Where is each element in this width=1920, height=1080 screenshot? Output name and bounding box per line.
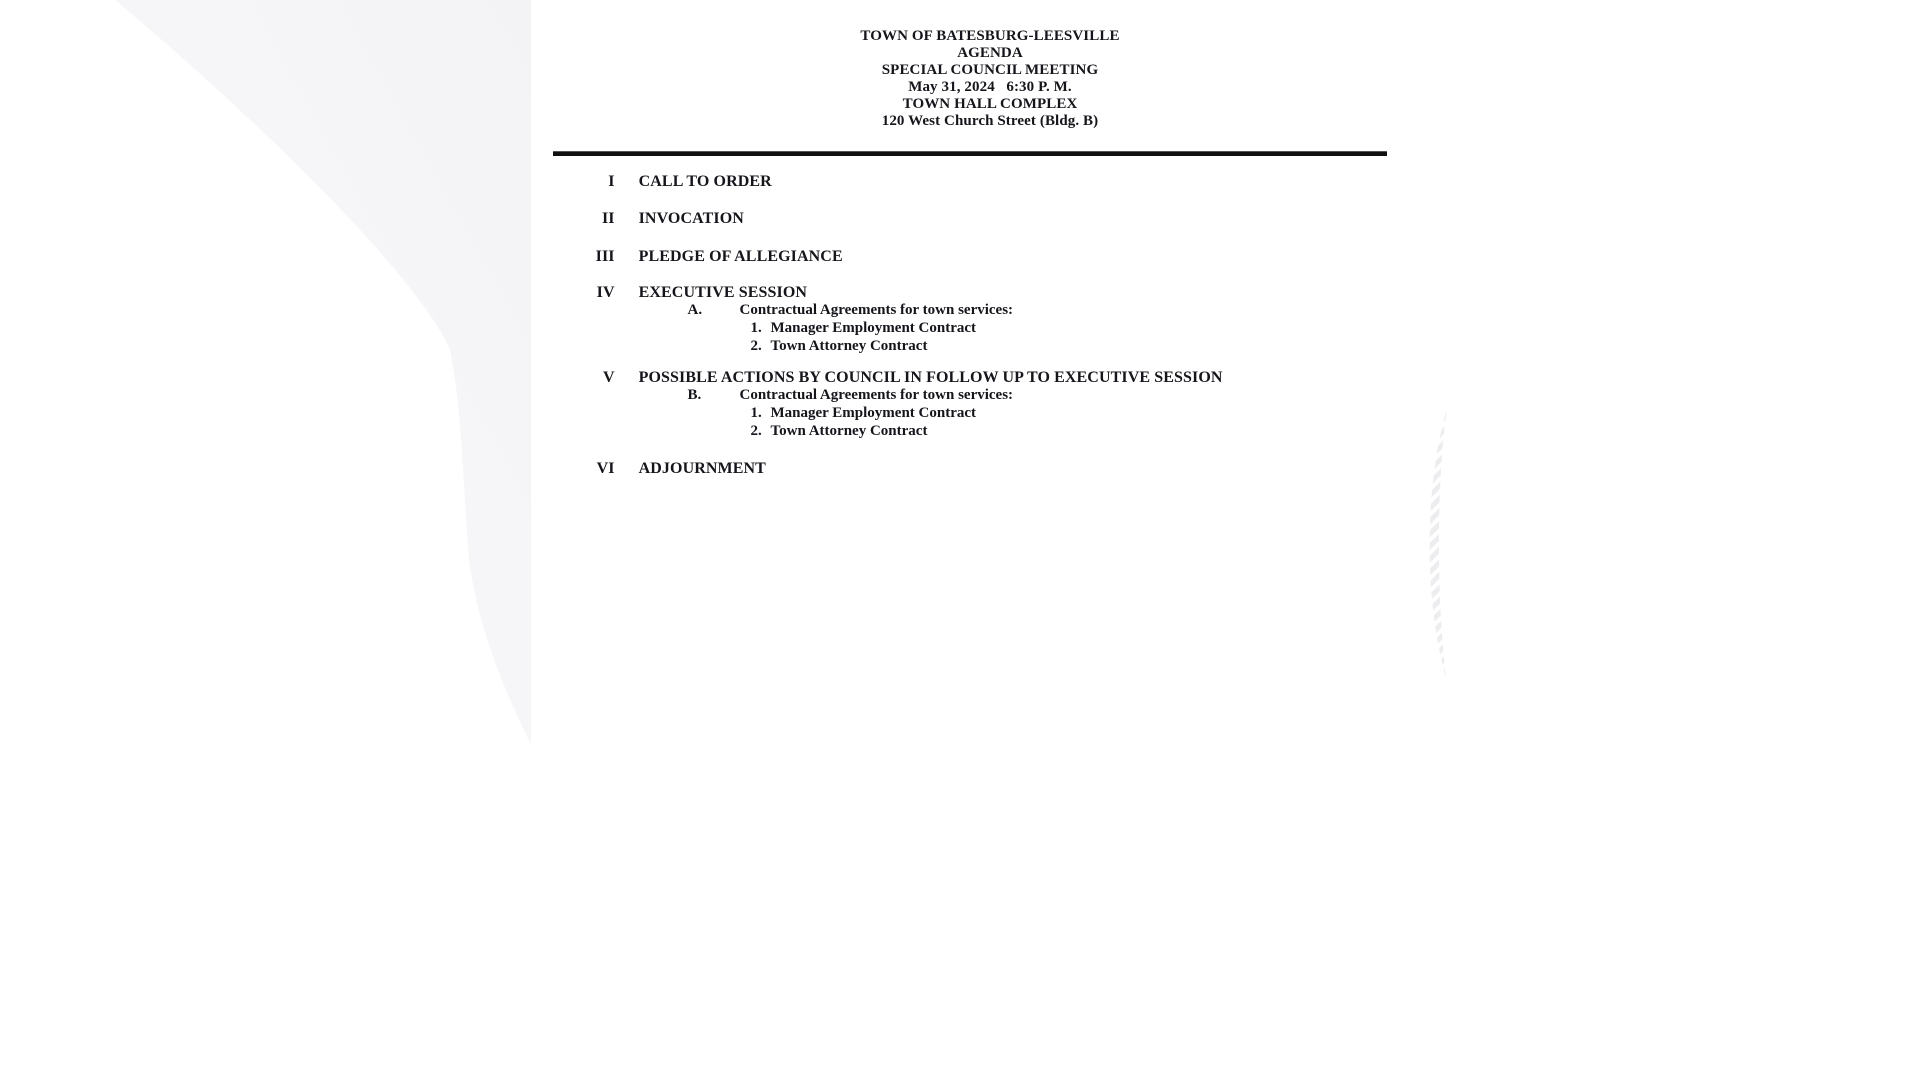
agenda-item-row: [533, 445, 766, 493]
point-text: Town Attorney Contract: [770, 338, 928, 354]
point-text: Manager Employment Contract: [770, 405, 977, 421]
item-numeral: III: [595, 248, 615, 265]
subitem-text: Contractual Agreements for town services:: [739, 302, 1014, 318]
item-numeral: VI: [596, 460, 615, 477]
organization-name: TOWN OF BATESBURG-LEESVILLE: [860, 28, 1120, 44]
item-title: POSSIBLE ACTIONS BY COUNCIL IN FOLLOW UP TO EXECUTIVE SESSION: [638, 369, 1223, 386]
item-numeral: I: [608, 173, 615, 190]
meeting-type: SPECIAL COUNCIL MEETING: [881, 62, 1099, 78]
item-title: PLEDGE OF ALLEGIANCE: [638, 248, 843, 265]
venue-address: 120 West Church Street (Bldg. B): [881, 113, 1099, 129]
header-rule: [553, 151, 1387, 156]
point-number: 1.: [750, 405, 762, 421]
item-title: INVOCATION: [638, 210, 744, 227]
item-numeral: II: [601, 210, 615, 227]
point-number: 1.: [750, 320, 762, 336]
item-numeral: IV: [596, 284, 615, 301]
document-header: [533, 28, 1447, 130]
item-numeral: V: [602, 369, 615, 386]
venue-name: TOWN HALL COMPLEX: [902, 96, 1078, 112]
point-number: 2.: [750, 338, 762, 354]
item-title: ADJOURNMENT: [638, 460, 766, 477]
item-title: EXECUTIVE SESSION: [638, 284, 808, 301]
subitem-text: Contractual Agreements for town services:: [739, 387, 1014, 403]
point-text: Town Attorney Contract: [770, 423, 928, 439]
item-title: CALL TO ORDER: [638, 173, 772, 190]
point-number: 2.: [750, 423, 762, 439]
subitem-letter: B.: [687, 387, 702, 403]
meeting-datetime: May 31, 2024 6:30 P. M.: [908, 79, 1072, 95]
subitem-letter: A.: [687, 302, 703, 318]
point-text: Manager Employment Contract: [770, 320, 977, 336]
document-type: AGENDA: [957, 45, 1023, 61]
